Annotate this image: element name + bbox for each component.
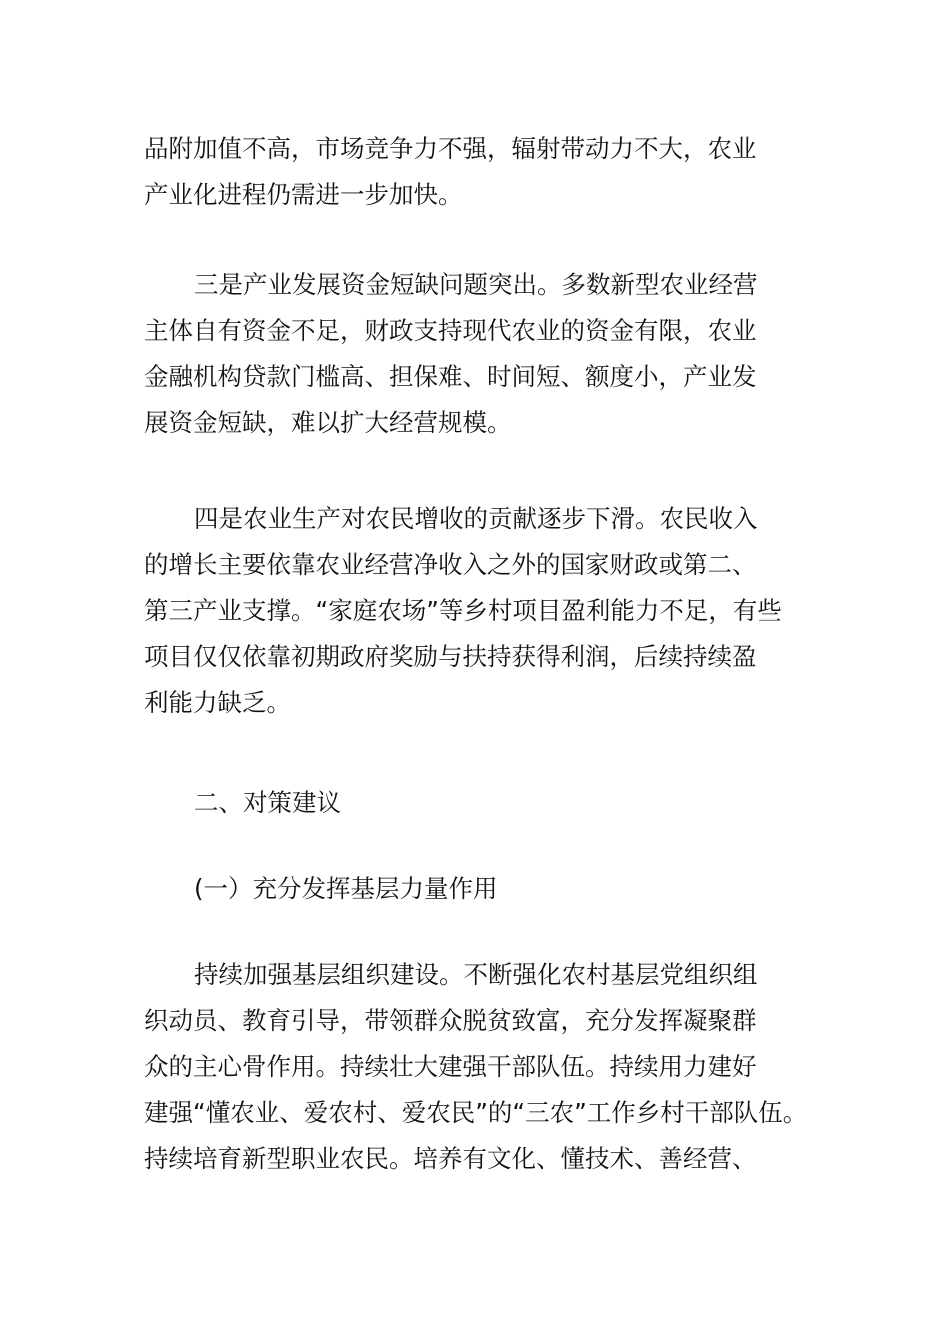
subsection-heading bbox=[144, 866, 810, 912]
text-line: 持续培育新型职业农民。培养有文化、懂技术、善经营、 bbox=[144, 1144, 757, 1173]
paragraph-funding-shortage bbox=[144, 262, 810, 446]
paragraph-farmer-income bbox=[144, 496, 810, 726]
text-line: 第三产业支撑。“家庭农场”等乡村项目盈利能力不足，有些 bbox=[144, 596, 782, 625]
text-line: 众的主心骨作用。持续壮大建强干部队伍。持续用力建好 bbox=[144, 1052, 757, 1081]
text-line: 三是产业发展资金短缺问题突出。多数新型农业经营 bbox=[194, 270, 758, 299]
section-heading-text: 二、对策建议 bbox=[194, 788, 341, 817]
text-line: 金融机构贷款门槛高、担保难、时间短、额度小，产业发 bbox=[144, 362, 757, 391]
text-line: 的增长主要依靠农业经营净收入之外的国家财政或第二、 bbox=[144, 550, 757, 579]
text-line: 持续加强基层组织建设。不断强化农村基层党组织组 bbox=[194, 960, 758, 989]
text-line: 品附加值不高，市场竞争力不强，辐射带动力不大，农业 bbox=[144, 134, 757, 163]
text-line: 展资金短缺，难以扩大经营规模。 bbox=[144, 408, 512, 437]
text-line: 建强“懂农业、爱农村、爱农民”的“三农”工作乡村干部队伍。 bbox=[144, 1098, 808, 1127]
text-line: 项目仅仅依靠初期政府奖励与扶持获得利润，后续持续盈 bbox=[144, 642, 757, 671]
paragraph-grassroots bbox=[144, 952, 810, 1182]
text-line: 主体自有资金不足，财政支持现代农业的资金有限，农业 bbox=[144, 316, 757, 345]
text-line: 四是农业生产对农民增收的贡献逐步下滑。农民收入 bbox=[194, 504, 758, 533]
paragraph-continuation bbox=[144, 126, 810, 218]
text-line: 织动员、教育引导，带领群众脱贫致富，充分发挥凝聚群 bbox=[144, 1006, 757, 1035]
section-heading bbox=[144, 780, 810, 826]
text-line: 利能力缺乏。 bbox=[144, 688, 291, 717]
subsection-heading-text: (一）充分发挥基层力量作用 bbox=[194, 874, 498, 903]
text-line: 产业化进程仍需进一步加快。 bbox=[144, 180, 463, 209]
